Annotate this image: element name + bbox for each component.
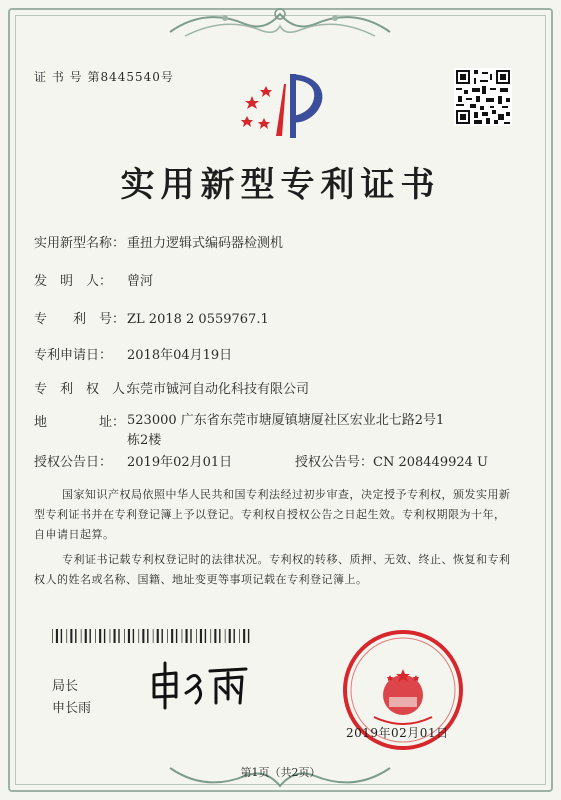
- field-address-label: [34, 411, 127, 430]
- field-value: 重扭力逻辑式编码器检测机: [127, 236, 284, 251]
- statement-paragraph: 专利证书记载专利权登记时的法律状况。专利权的转移、质押、无效、终止、恢复和专利权人的姓名或名称、国籍、地址变更等事项记载在专利登记簿上。: [34, 553, 511, 586]
- field-value: 2019年02月01日: [127, 455, 233, 470]
- field-label: 专 利 号：: [34, 312, 126, 327]
- director-block: [52, 676, 91, 720]
- field-label: 授权公告日：: [34, 455, 113, 470]
- cnipa-logo-icon: [232, 66, 330, 146]
- field-label: 授权公告号：: [295, 455, 374, 470]
- field-patent-number: [34, 308, 269, 327]
- field-inventor: [34, 270, 153, 289]
- field-grant-date: [34, 451, 232, 470]
- certificate-number: 证 书 号 第8445540号: [34, 70, 174, 84]
- top-ornament: [165, 2, 395, 40]
- field-label: 发 明 人：: [34, 274, 113, 289]
- field-filing-date: [34, 344, 232, 363]
- field-value: 曾河: [127, 274, 154, 289]
- field-value: 2018年04月19日: [127, 348, 233, 363]
- director-title: 局长: [52, 679, 79, 694]
- director-signature-icon: [146, 653, 256, 713]
- director-name: 申长雨: [52, 701, 92, 716]
- field-value: CN 208449924 U: [373, 455, 488, 470]
- field-label: 专利申请日：: [34, 348, 113, 363]
- field-grant-pub-number: [295, 451, 488, 470]
- field-label: 地 址：: [34, 415, 126, 430]
- field-label: 实用新型名称：: [34, 236, 126, 251]
- statement-paragraph: 国家知识产权局依照中华人民共和国专利法经过初步审查，决定授予专利权，颁发实用新型专利证书并在专利登记簿上予以登记。专利权自授权公告之日起生效。专利权期限为十年，自申请日起算。: [34, 488, 511, 541]
- page-title: 实用新型专利证书: [120, 165, 441, 205]
- field-value: 东莞市铖河自动化科技有限公司: [127, 382, 310, 397]
- barcode-icon: [52, 629, 252, 643]
- field-label: 专 利 权 人：: [34, 382, 139, 397]
- qr-code-icon: [454, 68, 512, 126]
- field-utility-model-name: [34, 232, 283, 251]
- field-address-value: 523000 广东省东莞市塘厦镇塘厦社区宏业北七路2号1栋2楼: [127, 413, 445, 448]
- seal-date: 2019年02月01日: [346, 726, 449, 740]
- page-number: 第1页（共2页）: [240, 766, 321, 779]
- field-patentee: [34, 378, 309, 397]
- field-value: ZL 2018 2 0559767.1: [127, 312, 269, 327]
